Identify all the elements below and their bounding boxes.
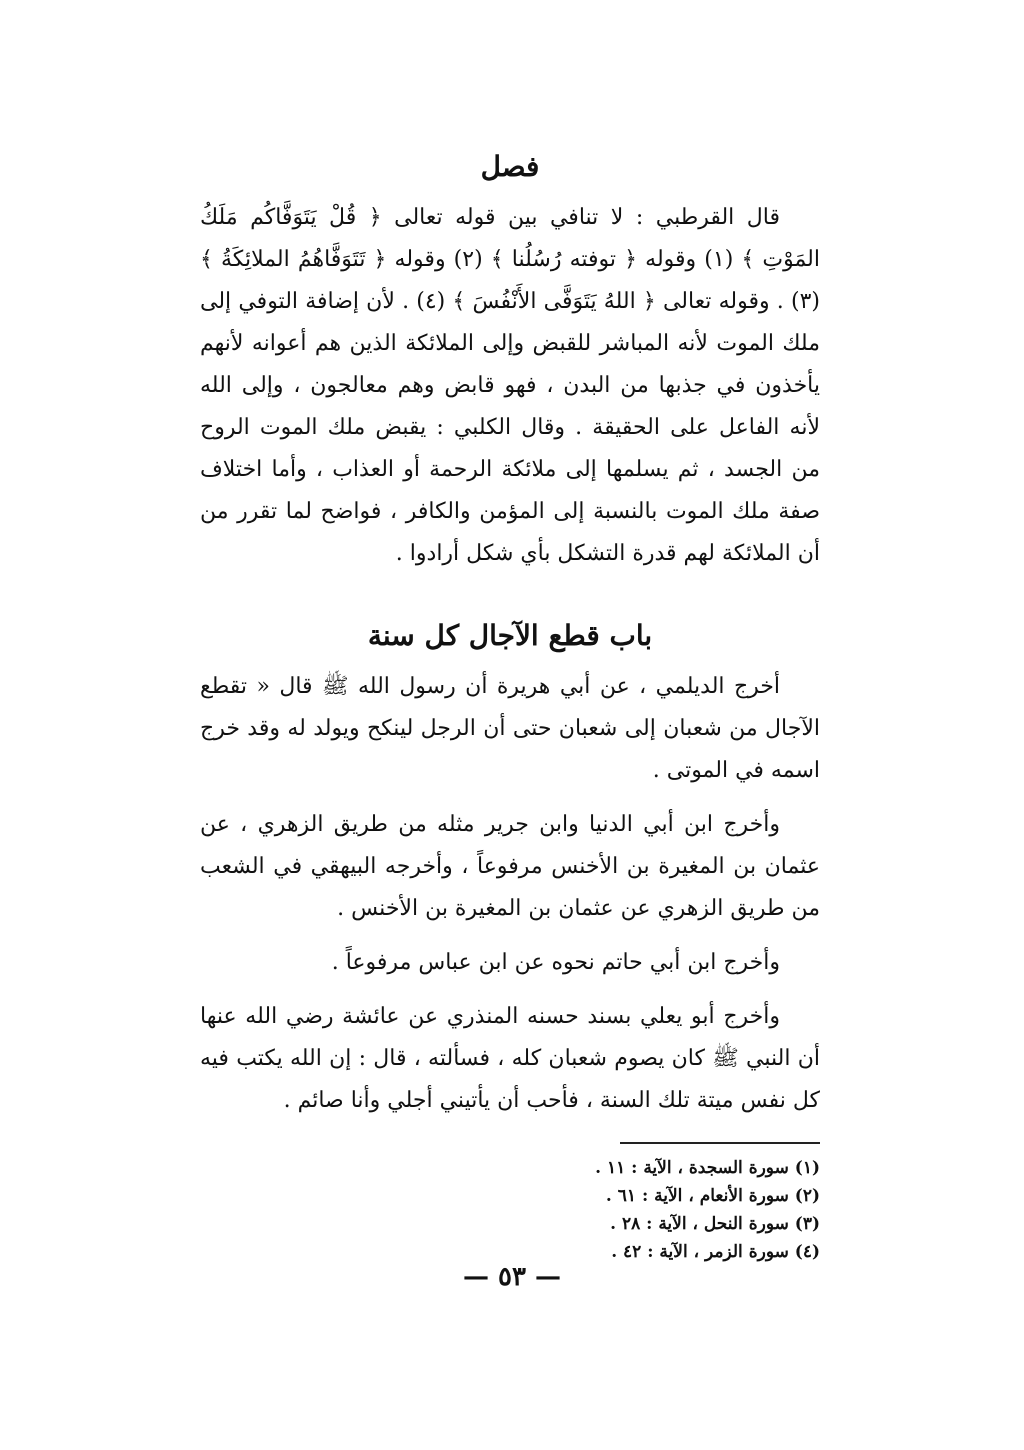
page-body bbox=[200, 150, 820, 1266]
paragraph-abu-yala: وأخرج أبو يعلي بسند حسنه المنذري عن عائشة رضي الله عنها أن النبي ﷺ كان يصوم شعبان كله ، فسألته ، قال : إن الله يكتب فيه كل نفس ميتة تلك السنة ، فأحب أن يأتيني أجلي وأنا صائم . bbox=[200, 1004, 820, 1113]
paragraph-ibn-abi-dunya: وأخرج ابن أبي الدنيا وابن جرير مثله من طريق الزهري ، عن عثمان بن المغيرة بن الأخنس مرفوعاً ، وأخرجه البيهقي في الشعب من طريق الزهري عن عثمان بن المغيرة بن الأخنس . bbox=[200, 812, 820, 921]
footnote-item: (٣) سورة النحل ، الآية : ٢٨ . bbox=[610, 1214, 820, 1234]
paragraph-daylami: أخرج الديلمي ، عن أبي هريرة أن رسول الله ﷺ قال « تقطع الآجال من شعبان إلى شعبان حتى أن الرجل لينكح ويولد له وقد خرج اسمه في الموتى . bbox=[200, 674, 820, 783]
section-title-qat-al-ajal: باب قطع الآجال كل سنة bbox=[367, 619, 653, 652]
footnote-item: (٤) سورة الزمر ، الآية : ٤٢ . bbox=[611, 1242, 820, 1262]
section-title-fasl: فصل bbox=[480, 150, 540, 183]
footnotes-list bbox=[200, 1154, 820, 1266]
section-spacer bbox=[200, 575, 820, 619]
footnote-divider bbox=[620, 1142, 820, 1144]
paragraph-qurtubi: قال القرطبي : لا تنافي بين قوله تعالى ﴿ قُلْ يَتَوَفَّاكُم مَلَكُ المَوْتِ ﴾ (١) وقوله ﴿ توفته رُسُلُنا ﴾ (٢) وقوله ﴿ تَتَوَفَّاهُمُ الملائِكَةُ ﴾ (٣) . وقوله تعالى ﴿ اللهُ يَتَوَفَّى الأَنْفُسَ ﴾ (٤) . لأن إضافة التوفي إلى ملك الموت لأنه المباشر للقبض وإلى الملائكة الذين هم أعوانه لأنهم يأخذون في جذبها من البدن ، فهو قابض وهم معالجون ، وإلى الله لأنه الفاعل على الحقيقة . وقال الكلبي : يقبض ملك الموت الروح من الجسد ، ثم يسلمها إلى ملائكة الرحمة أو العذاب ، وأما اختلاف صفة ملك الموت بالنسبة إلى المؤمن والكافر ، فواضح لما تقرر من أن الملائكة لهم قدرة التشكل بأي شكل أرادوا . bbox=[200, 205, 821, 566]
footnote-item: (١) سورة السجدة ، الآية : ١١ . bbox=[595, 1158, 820, 1178]
page-number: — ٥٣ — bbox=[462, 1262, 562, 1292]
footnote-item: (٢) سورة الأنعام ، الآية : ٦١ . bbox=[605, 1186, 820, 1206]
paragraph-ibn-abi-hatim: وأخرج ابن أبي حاتم نحوه عن ابن عباس مرفوعاً . bbox=[331, 950, 780, 975]
